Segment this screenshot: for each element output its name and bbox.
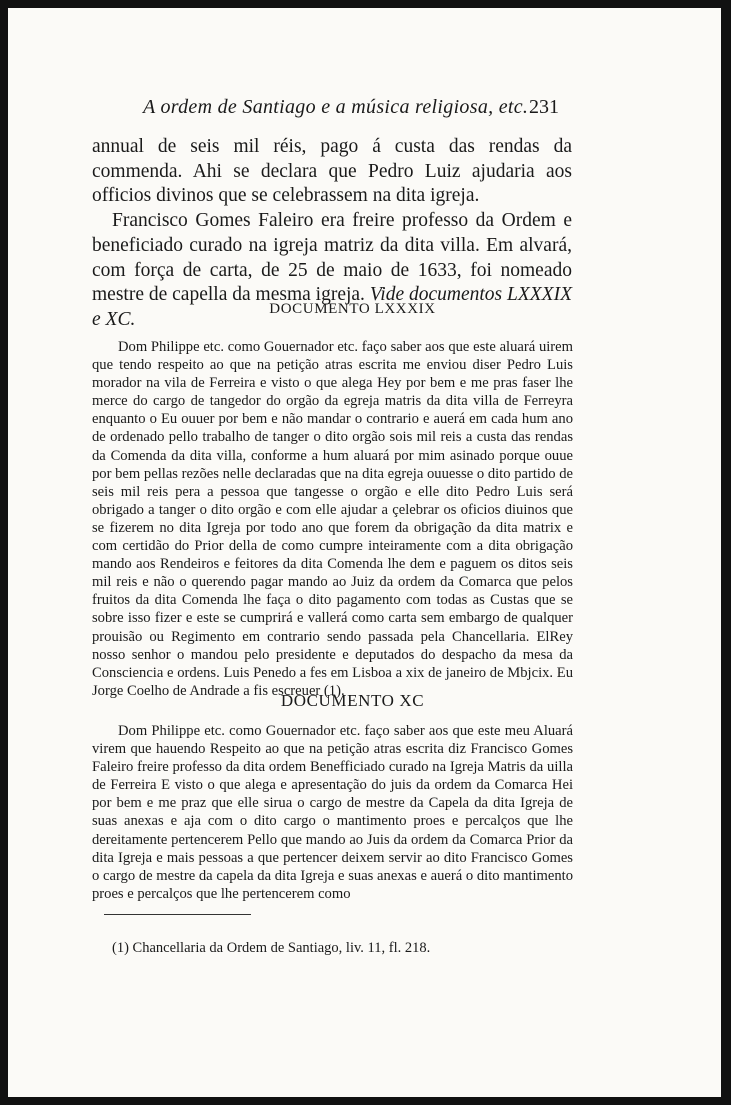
footnote: (1) Chancellaria da Ordem de Santiago, liv. 11, fl. 218.	[112, 940, 431, 956]
page-number: 231	[529, 96, 559, 118]
document-heading-xc: DOCUMENTO XC	[280, 691, 425, 710]
document-reference: Vide documentos LXXXIX e XC.	[92, 284, 573, 330]
document-body-lxxxix	[92, 338, 573, 700]
document-body-xc	[92, 722, 573, 903]
body-paragraph-1: annual de seis mil réis, pago á custa das rendas da commenda. Ahi se declara que Pedro Luiz ajudaria aos officios divinos que se celebrassem na dita igreja.	[92, 136, 572, 207]
running-title: A ordem de Santiago e a música religiosa, etc.	[143, 96, 529, 118]
document-text-xc: Dom Philippe etc. como Gouernador etc. faço saber aos que este meu Aluará virem que hauendo Respeito ao que na petição atras escrita diz Francisco Gomes Faleiro freire professo da dita ordem Benefficiado curado na Igreja Matris da uilla de Ferreira E visto o que alega e apresentação do juis da ordem da Comarca Hei por bem e me praz que elle sirua o cargo de mestre da Capela da dita Igreja de suas anexas e aja com o dito cargo o mantimento proes e percalços que lhe dereitamente pertencerem Pello que mando ao Juis da ordem da Comarca Prior da dita Igreja e mais pessoas a que pertencer deixem servir ao dito Francisco Gomes o cargo de mestre da capela da dita Igreja e suas anexas e auerá o dito mantimento proes e percalços que lhe pertencerem como	[92, 723, 573, 902]
document-text-lxxxix: Dom Philippe etc. como Gouernador etc. faço saber aos que este aluará uirem que tendo respeito ao que na petição atras escrita me enviou diser Pedro Luis morador na vila de Ferreira e visto o que alega Hey por bem e me pras faser lhe merce do cargo de tangedor do orgão da egreja matris da dita villa de Ferreyra enquanto o Eu ouuer por bem e não mandar o contrario e auerá em cada hum ano de ordenado pello trabalho de tanger o dito orgão sois mil reis a custa das rendas da Comenda da dita villa, conforme a hum aluará por mim asinado porque ouue por bem pellas rezões nelle declaradas que na dita egreja ouuesse o dito partido de seis mil reis pera a pessoa que tangesse o orgão e elle dito Pedro Luis será obrigado a tanger o dito orgão e com elle ajudar a çelebrar os oficios diuinos que se fizerem no dita Igreja por todo ano que forem da obrigação da dita matrix e com certidão do Prior della de como cumpre inteiramente com a dita obrigação mando aos Rendeiros e feitores da dita Comenda lhe dem e paguem os ditos seis mil reis e não o querendo pagar mando ao Juiz da ordem da Comarca que pelos fruitos da dita Comenda lhe faça o dito pagamento com todas as Custas que se sobre isso fizer e este se cumprirá e vallerá como carta sem embargo de qualquer prouisão ou Regimento em contrario sendo passada pela Chancellaria. ElRey nosso senhor o mandou pelo presidente e deputados do despacho da mesa da Consciencia e ordens. Luis Penedo a fes em Lisboa a xix de janeiro de Mbjcix. Eu Jorge Coelho de Andrade a fis escreuer (1).	[92, 339, 573, 699]
book-page	[8, 8, 721, 1097]
body-paragraph-2-text: Francisco Gomes Faleiro era freire professo da Ordem e beneficiado curado na igreja matriz da dita villa. Em alvará, com força de carta, de 25 de maio de 1633, foi nomeado mestre de capella da mesma igreja.	[92, 210, 572, 306]
document-heading-lxxxix: DOCUMENTO LXXXIX	[269, 301, 436, 317]
footnote-divider	[104, 914, 251, 915]
running-head	[8, 96, 721, 120]
